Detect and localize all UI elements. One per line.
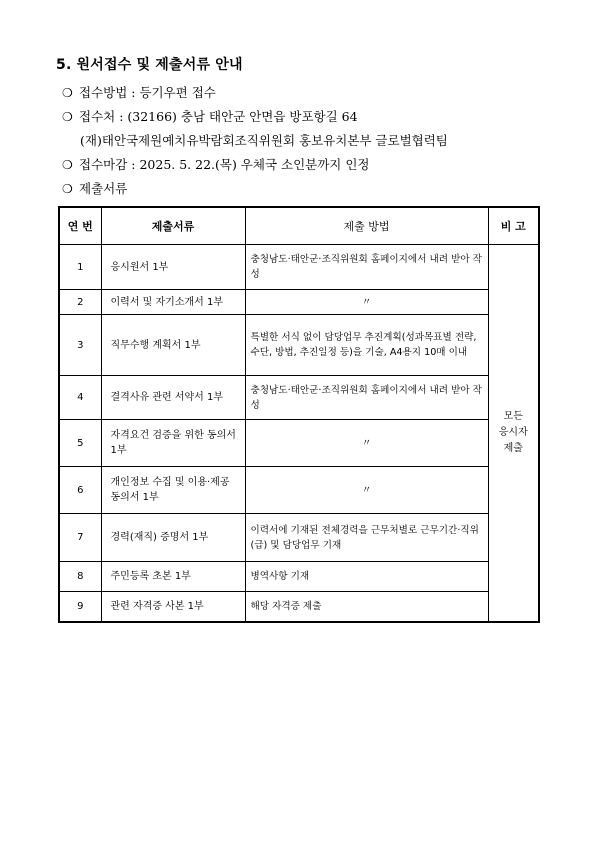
table-row [59,514,539,562]
required-documents-table [58,206,540,623]
row-document: 응시원서 1부 [101,245,245,290]
bullet-circle-icon: ❍ [62,110,73,124]
header-method: 제출 방법 [245,207,488,245]
row-number: 7 [59,514,101,562]
table-header-row [59,207,539,245]
submission-address-text: 접수처 : (32166) 충남 태안군 안면읍 방포항길 64 [79,109,358,124]
row-method: 충청남도·태안군·조직위원회 홈페이지에서 내려 받아 작성 [245,245,488,290]
table-row [59,562,539,592]
submission-address-line2: (재)태안국제원예치유박람회조직위원회 홍보유치본부 글로벌협력팀 [80,133,448,148]
section-title: 5. 원서접수 및 제출서류 안내 [56,57,243,73]
table-row [59,245,539,290]
row-document: 개인정보 수집 및 이용·제공 동의서 1부 [101,467,245,514]
row-method: 병역사항 기재 [245,562,488,592]
row-method: 〃 [245,467,488,514]
row-method: 이력서에 기재된 전체경력을 근무처별로 근무기간·직위(급) 및 담당업무 기재 [245,514,488,562]
row-method: 해당 자격증 제출 [245,592,488,622]
row-document: 주민등록 초본 1부 [101,562,245,592]
row-document: 결격사유 관련 서약서 1부 [101,376,245,420]
row-document: 관련 자격증 사본 1부 [101,592,245,622]
required-documents-text: 제출서류 [79,181,128,196]
table-row [59,467,539,514]
row-document: 경력(재직) 증명서 1부 [101,514,245,562]
row-document: 이력서 및 자기소개서 1부 [101,290,245,315]
table-row [59,376,539,420]
row-method: 특별한 서식 없이 담당업무 추진계획(성과목표별 전략, 수단, 방법, 추진일정 등)을 기술, A4용지 10매 이내 [245,315,488,376]
table-row [59,315,539,376]
row-number: 3 [59,315,101,376]
submission-deadline-line [62,155,370,173]
row-document: 직무수행 계획서 1부 [101,315,245,376]
table-row [59,290,539,315]
table-row [59,420,539,467]
bullet-circle-icon: ❍ [62,158,73,172]
row-method: 〃 [245,420,488,467]
submission-method-text: 접수방법 : 등기우편 접수 [79,85,216,100]
row-method: 〃 [245,290,488,315]
header-number: 연 번 [59,207,101,245]
header-document: 제출서류 [101,207,245,245]
row-number: 5 [59,420,101,467]
table-row [59,592,539,622]
bullet-circle-icon: ❍ [62,86,73,100]
row-document: 자격요건 검증을 위한 동의서 1부 [101,420,245,467]
header-remark: 비 고 [488,207,539,245]
submission-method-line [62,83,216,101]
row-remark: 모든 응시자 제출 [488,245,539,622]
row-number: 8 [59,562,101,592]
row-number: 1 [59,245,101,290]
required-documents-line [62,179,127,197]
row-number: 2 [59,290,101,315]
bullet-circle-icon: ❍ [62,182,73,196]
row-number: 4 [59,376,101,420]
row-number: 9 [59,592,101,622]
submission-address-line [62,107,358,125]
row-number: 6 [59,467,101,514]
row-method: 충청남도·태안군·조직위원회 홈페이지에서 내려 받아 작성 [245,376,488,420]
submission-deadline-text: 접수마감 : 2025. 5. 22.(목) 우체국 소인분까지 인정 [79,157,370,172]
